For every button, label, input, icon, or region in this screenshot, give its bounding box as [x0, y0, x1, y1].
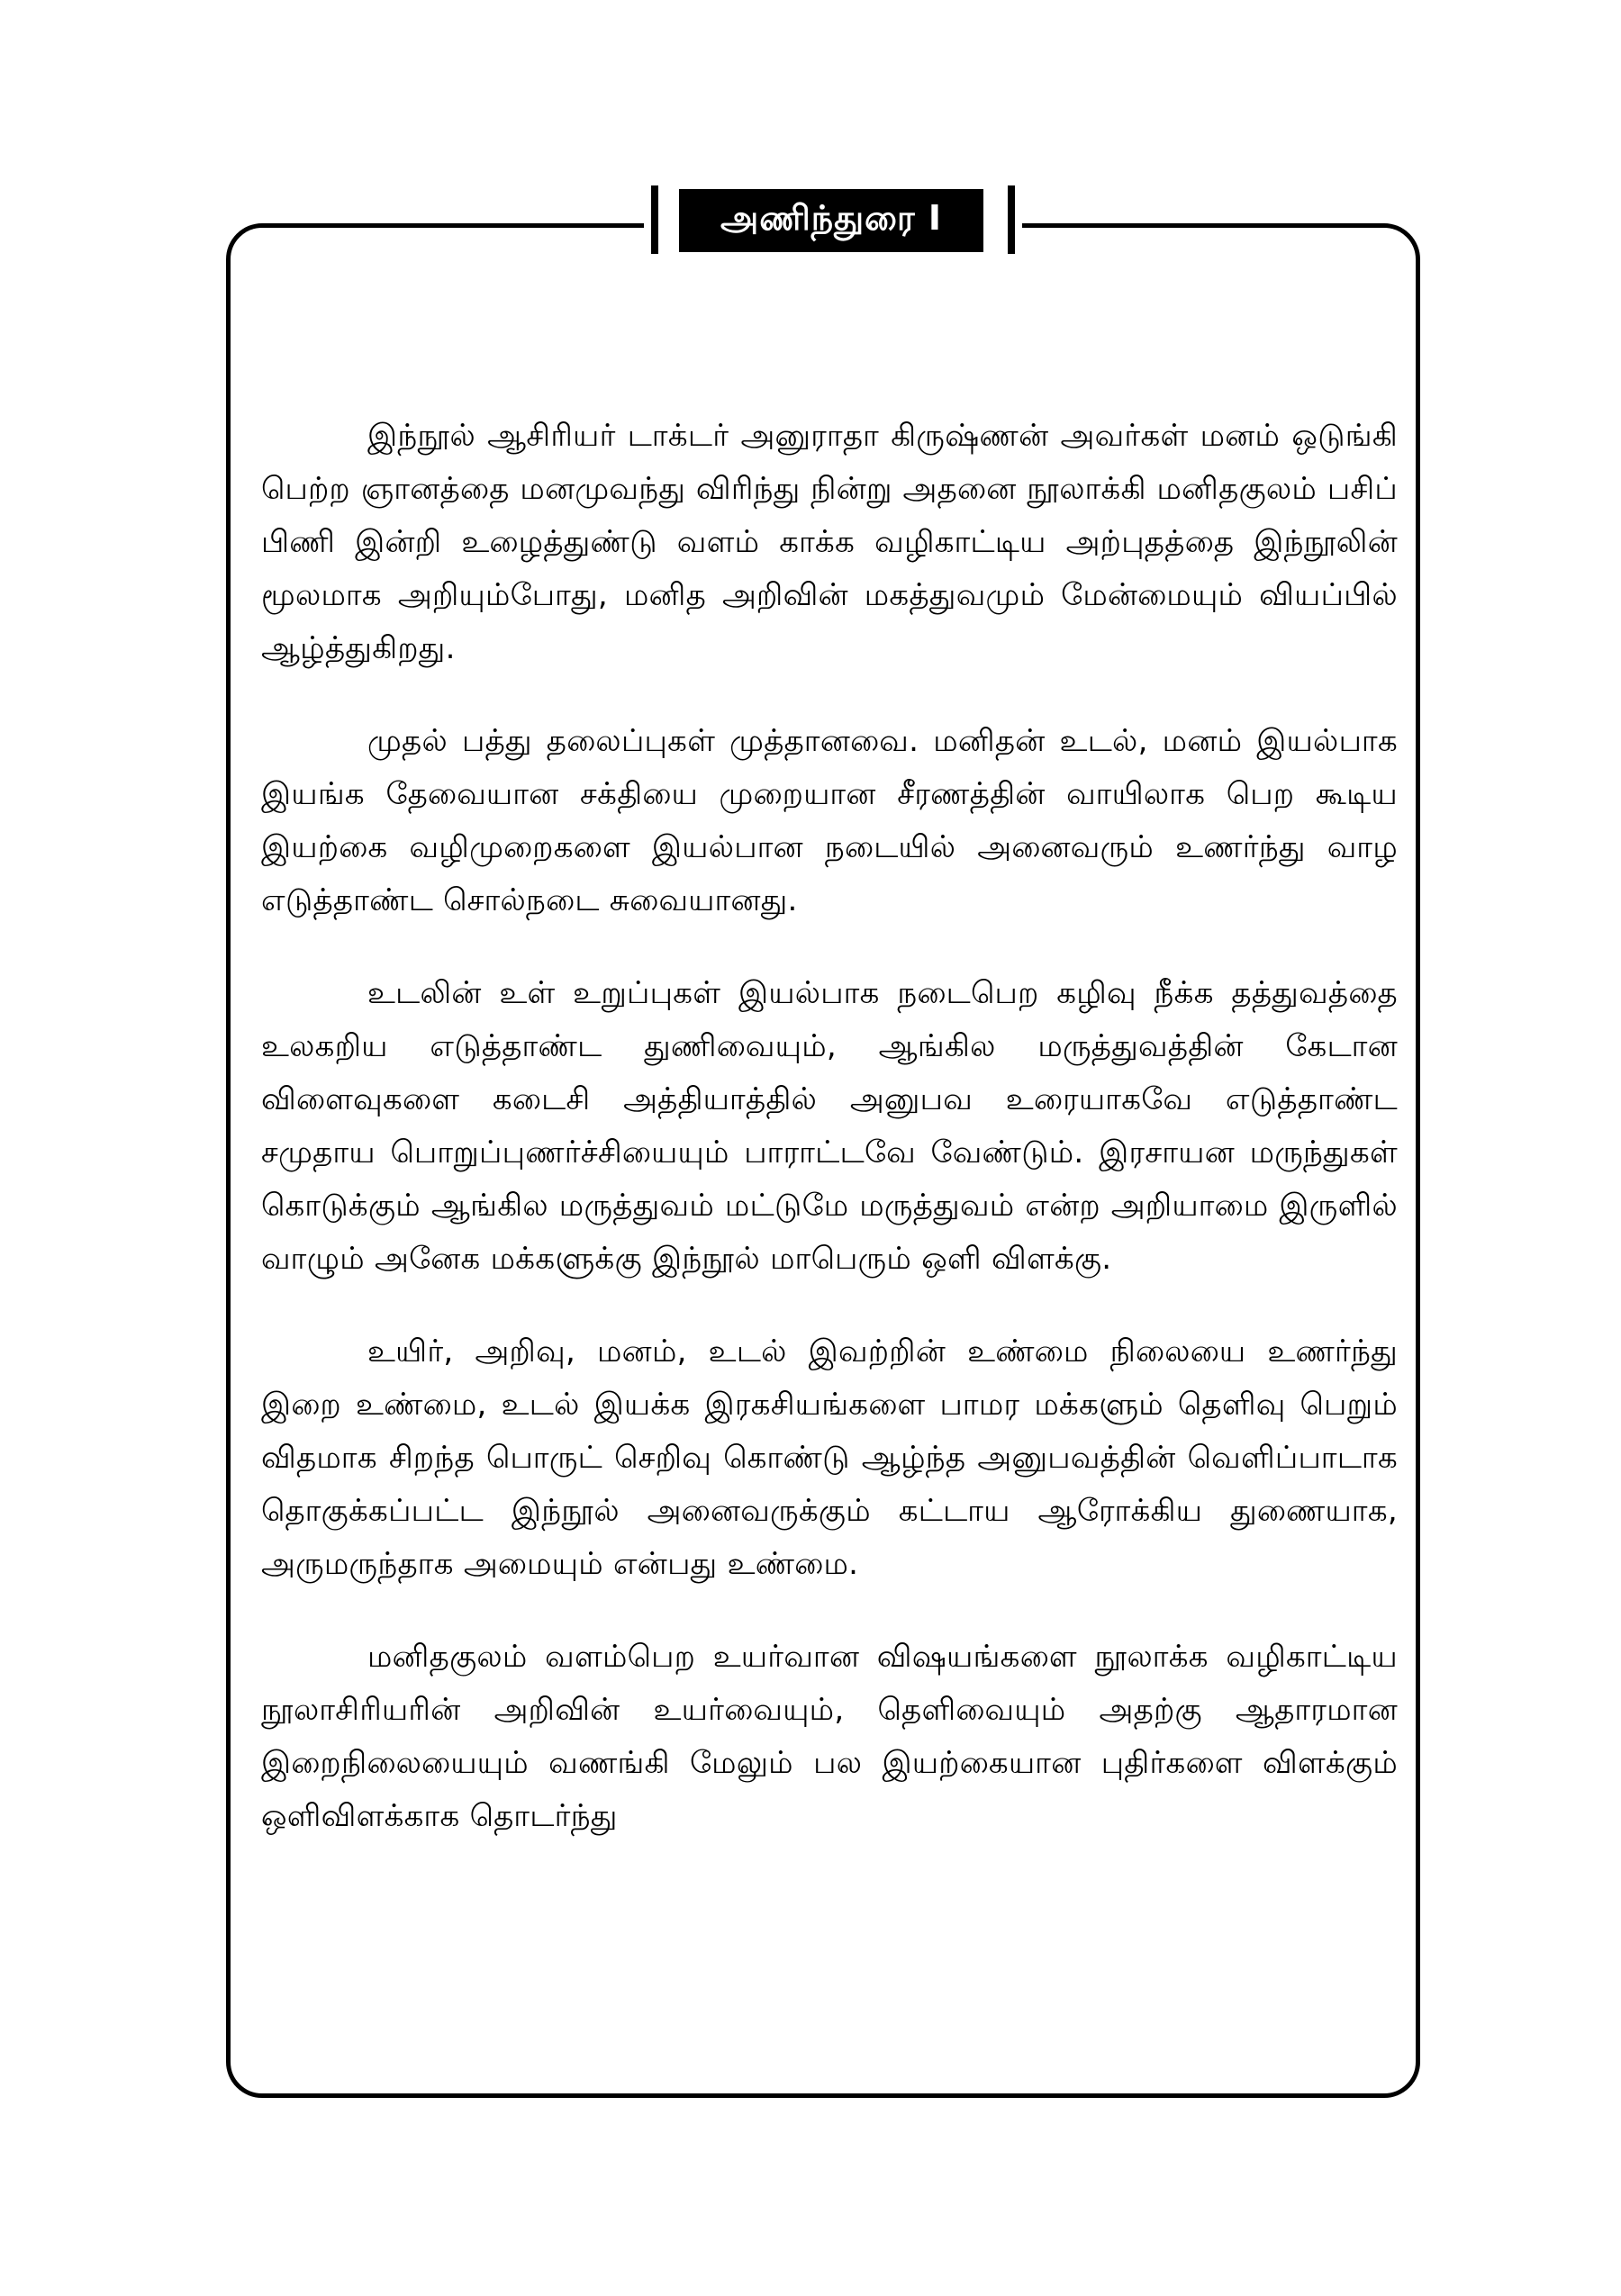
title-right-bar: [1008, 185, 1015, 254]
paragraph-2: முதல் பத்து தலைப்புகள் முத்தானவை. மனிதன் உடல், மனம் இயல்பாக இயங்க தேவையான சக்தியை முறையான சீரணத்தின் வாயிலாக பெற கூடிய இயற்கை வழிமுறைகளை இயல்பான நடையில் அனைவரும் உணர்ந்து வாழ எடுத்தாண்ட சொல்நடை சுவையானது.: [261, 723, 1398, 918]
title-left-bar: [651, 185, 658, 254]
body-text: [261, 410, 1398, 1843]
paragraph-4: உயிர், அறிவு, மனம், உடல் இவற்றின் உண்மை நிலையை உணர்ந்து இறை உண்மை, உடல் இயக்க இரகசியங்களை பாமர மக்களும் தெளிவு பெறும் விதமாக சிறந்த பொருட் செறிவு கொண்டு ஆழ்ந்த அனுபவத்தின் வெளிப்பாடாக தொகுக்கப்பட்ட இந்நூல் அனைவருக்கும் கட்டாய ஆரோக்கிய துணையாக, அருமருந்தாக அமையும் என்பது உண்மை.: [261, 1333, 1398, 1582]
paragraph-1: இந்நூல் ஆசிரியர் டாக்டர் அனுராதா கிருஷ்ணன் அவர்கள் மனம் ஒடுங்கி பெற்ற ஞானத்தை மனமுவந்து விரிந்து நின்று அதனை நூலாக்கி மனிதகுலம் பசிப் பிணி இன்றி உழைத்துண்டு வளம் காக்க வழிகாட்டிய அற்புதத்தை இந்நூலின் மூலமாக அறியும்போது, மனித அறிவின் மகத்துவமும் மேன்மையும் வியப்பில் ஆழ்த்துகிறது.: [261, 418, 1398, 666]
section-title: அணிந்துரை I: [679, 189, 983, 252]
paragraph-3: உடலின் உள் உறுப்புகள் இயல்பாக நடைபெற கழிவு நீக்க தத்துவத்தை உலகறிய எடுத்தாண்ட துணிவையும், ஆங்கில மருத்துவத்தின் கேடான விளைவுகளை கடைசி அத்தியாத்தில் அனுபவ உரையாகவே எடுத்தாண்ட சமுதாய பொறுப்புணர்ச்சியையும் பாராட்டவே வேண்டும். இரசாயன மருந்துகள் கொடுக்கும் ஆங்கில மருத்துவம் மட்டுமே மருத்துவம் என்ற அறியாமை இருளில் வாழும் அனேக மக்களுக்கு இந்நூல் மாபெரும் ஒளி விளக்கு.: [261, 975, 1398, 1277]
paragraph-5: மனிதகுலம் வளம்பெற உயர்வான விஷயங்களை நூலாக்க வழிகாட்டிய நூலாசிரியரின் அறிவின் உயர்வையும், தெளிவையும் அதற்கு ஆதாரமான இறைநிலையையும் வணங்கி மேலும் பல இயற்கையான புதிர்களை விளக்கும் ஒளிவிளக்காக தொடர்ந்து: [261, 1639, 1398, 1834]
